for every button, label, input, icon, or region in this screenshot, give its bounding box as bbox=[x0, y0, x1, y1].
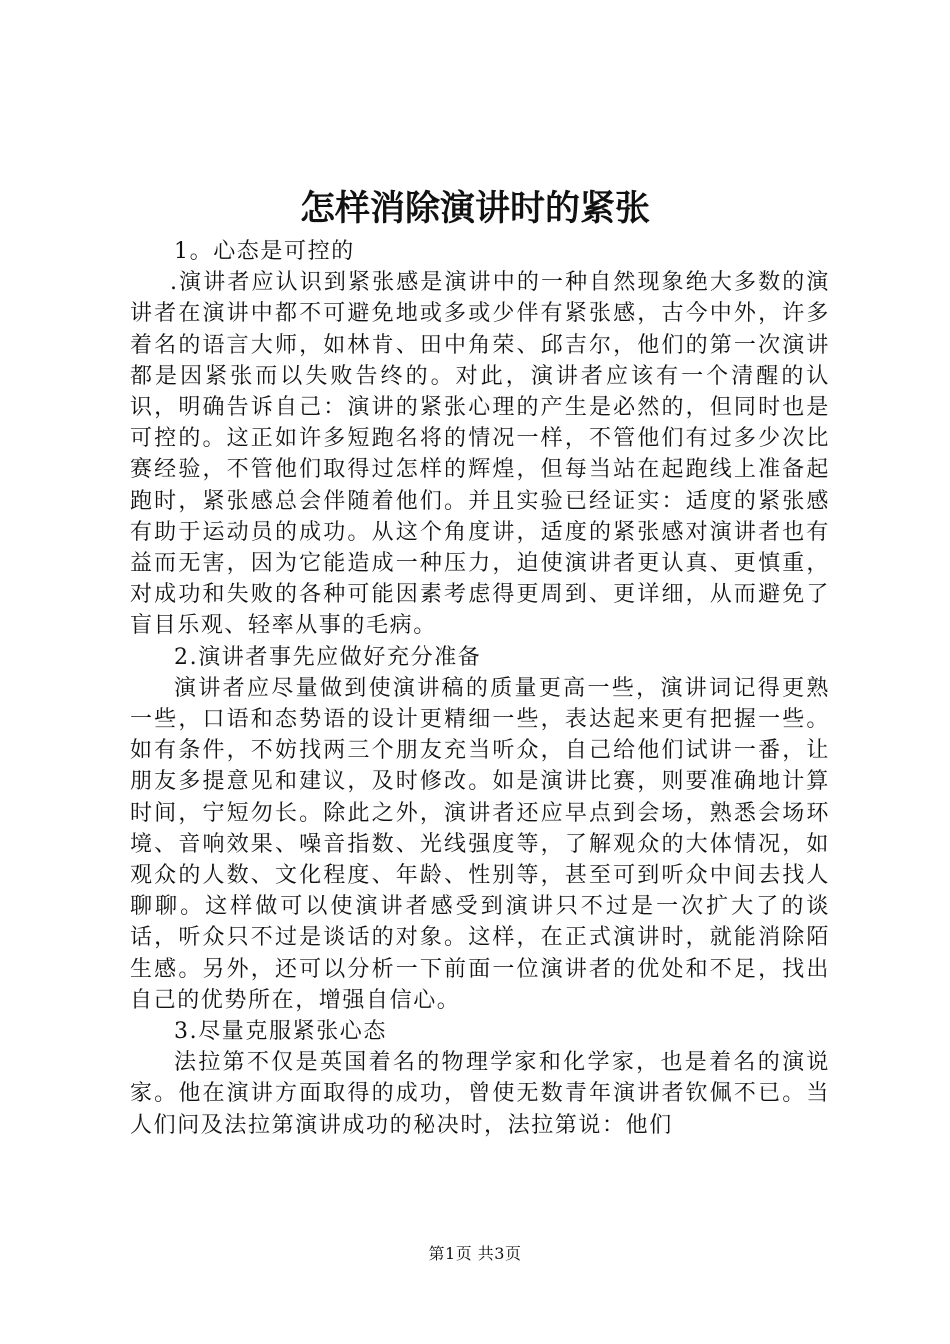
section-heading-1: 1。心态是可控的 bbox=[174, 239, 355, 264]
page-footer: 第1页 共3页 bbox=[428, 1244, 522, 1263]
section-heading-2: 2.演讲者事先应做好充分准备 bbox=[174, 644, 482, 670]
document-body bbox=[130, 236, 830, 1141]
section-paragraph-2: 演讲者应尽量做到使演讲稿的质量更高一些，演讲词记得更熟一些，口语和态势语的设计更精细一些，表达起来更有把握一些。如有条件，不妨找两三个朋友充当听众，自己给他们试讲一番，让朋友多提意见和建议，及时修改。如是演讲比赛，则要准确地计算时间，宁短勿长。除此之外，演讲者还应早点到会场，熟悉会场环境、音响效果、噪音指数、光线强度等，了解观众的大体情况，如观众的人数、文化程度、年龄、性别等，甚至可到听众中间去找人聊聊。这样做可以使演讲者感受到演讲只不过是一次扩大了的谈话，听众只不过是谈话的对象。这样，在正式演讲时，就能消除陌生感。另外，还可以分析一下前面一位演讲者的优处和不足，找出自己的优势所在，增强自信心。 bbox=[130, 675, 830, 1013]
section-paragraph-3: 法拉第不仅是英国着名的物理学家和化学家，也是着名的演说家。他在演讲方面取得的成功，曾使无数青年演讲者钦佩不已。当人们问及法拉第演讲成功的秘决时，法拉第说：他们 bbox=[130, 1050, 830, 1138]
section-heading-3: 3.尽量克服紧张心态 bbox=[174, 1019, 387, 1045]
section-paragraph-1: .演讲者应认识到紧张感是演讲中的一种自然现象绝大多数的演讲者在演讲中都不可避免地或多或少伴有紧张感，古今中外，许多着名的语言大师，如林肯、田中角荣、邱吉尔，他们的第一次演讲都是因紧张而以失败告终的。对此，演讲者应该有一个清醒的认识，明确告诉自己：演讲的紧张心理的产生是必然的，但同时也是可控的。这正如许多短跑名将的情况一样，不管他们有过多少次比赛经验，不管他们取得过怎样的辉煌，但每当站在起跑线上准备起跑时，紧张感总会伴随着他们。并且实验已经证实：适度的紧张感有助于运动员的成功。从这个角度讲，适度的紧张感对演讲者也有益而无害，因为它能造成一种压力，迫使演讲者更认真、更慎重，对成功和失败的各种可能因素考虑得更周到、更详细，从而避免了盲目乐观、轻率从事的毛病。 bbox=[130, 270, 830, 639]
document-title: 怎样消除演讲时的紧张 bbox=[299, 188, 650, 229]
